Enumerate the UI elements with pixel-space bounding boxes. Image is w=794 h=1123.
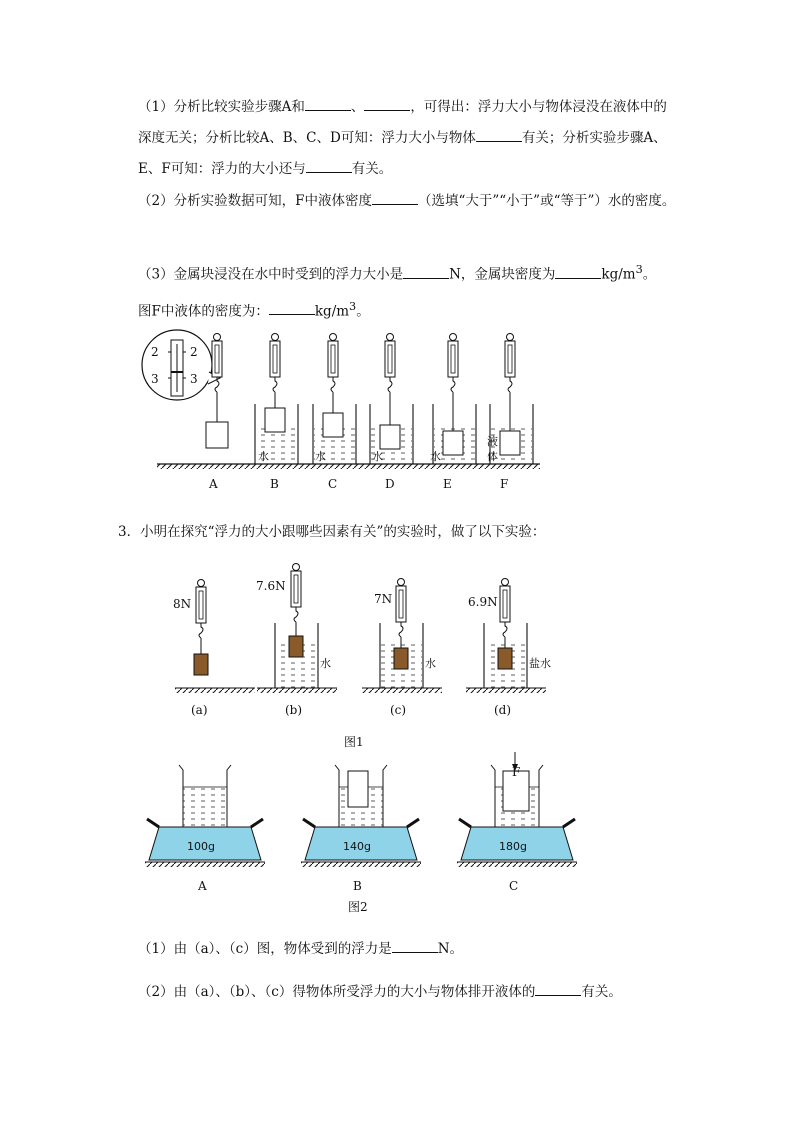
fig1-label-b: B: [270, 477, 279, 491]
magnifier-circle: [142, 330, 220, 400]
answer-blank[interactable]: [535, 983, 581, 996]
metal-block-2: [323, 413, 343, 437]
fig1-labels: [208, 477, 508, 491]
q3-part1: （1）由（a）、（c）图，物体受到的浮力是 N。: [138, 941, 464, 957]
liquid-label-f1: 液: [487, 435, 498, 448]
q3-block-3: [498, 648, 512, 669]
spring-scales: [206, 334, 533, 465]
fig2-label-a: A: [198, 879, 207, 893]
scale-mark-right-3: 3: [190, 372, 198, 386]
spring-scale-5: [505, 334, 515, 432]
water-label-e: 水: [430, 450, 441, 463]
mass-c: 180g: [499, 840, 527, 853]
spring-scale-1: [270, 334, 280, 409]
q3-scale-3: [500, 579, 510, 649]
spring-scale-3: [385, 334, 395, 426]
q3-part2: （2）由（a）、（b）、（c）得物体所受浮力的大小与物体排开液体的 有关。: [138, 984, 622, 1000]
q3-intro: 3．小明在探究“浮力的大小跟哪些因素有关”的实验时，做了以下实验：: [118, 524, 546, 540]
fig1-label-e: E: [443, 477, 452, 491]
reading-d: 6.9N: [468, 595, 498, 609]
metal-block-0: [206, 422, 228, 448]
fig2-labels: [197, 879, 518, 893]
spring-scale-4: [448, 334, 458, 432]
metal-block-5: [500, 431, 520, 455]
fig2-label-c: C: [509, 879, 519, 893]
spring-scale-2: [328, 334, 338, 414]
metal-block-4: [443, 431, 463, 455]
figure-1-title: 图1: [344, 735, 364, 749]
water-label-d: 水: [372, 450, 383, 463]
water-label-c: 水: [315, 450, 326, 463]
fig1-label-f: F: [500, 477, 509, 491]
scale-mark-left-2: 2: [151, 345, 159, 359]
q1-part3: （3）金属块浸没在水中时受到的浮力大小是 N，金属块密度为 $kg/m^3$。 图F中液体的密度为： $kg/m^3$。: [138, 263, 657, 319]
q3-block-2: [394, 648, 408, 669]
fig1-label-a: A: [209, 477, 218, 491]
q3-ground-hatch-3: [466, 688, 546, 693]
reading-c: 7N: [374, 592, 393, 606]
mass-a: 100g: [187, 840, 215, 853]
fig1-label-c: C: [328, 477, 338, 491]
sub-label-c: (c): [390, 703, 407, 717]
sub-label-b: (b): [285, 703, 303, 717]
scale-mark-right-2: 2: [190, 345, 198, 359]
mass-b: 140g: [343, 840, 371, 853]
sub-label-a: (a): [191, 703, 208, 717]
ground-line: [157, 464, 540, 469]
reading-b: 7.6N: [256, 579, 286, 593]
force-label: F: [512, 765, 521, 779]
sub-label-d: (d): [494, 703, 512, 717]
q3-scale-1: [291, 564, 301, 637]
q1-part2: （2）分析实验数据可知，F中液体密度 （选填“大于”“小于”或“等于”）水的密度。: [138, 193, 676, 209]
reading-a: 8N: [173, 597, 192, 611]
liquid-label-f2: 体: [487, 450, 498, 463]
metal-block-3: [380, 425, 400, 449]
answer-blank[interactable]: [392, 940, 438, 953]
q3-block-1: [289, 636, 303, 657]
q1-part1: （1）分析比较实验步骤A和 、 ，可得出：浮力大小与物体浸没在液体中的深度无关；分析比较A、B、C、D可知：浮力大小与物体 有关；分析实验步骤A、E、F可知：浮力的大小还与 有关。: [138, 99, 667, 177]
scale-mark-left-3: 3: [151, 372, 159, 386]
q3-spring-scales: [175, 564, 546, 694]
q3-sub-labels: [191, 703, 511, 717]
metal-block-1: [265, 408, 285, 432]
q3-liquid-b: 水: [320, 657, 331, 670]
q3-scale-0: [196, 580, 206, 655]
q3-ground-hatch-2: [362, 688, 442, 693]
q3-ground-hatch-0: [175, 688, 255, 693]
q3-liquid-d: 盐水: [529, 657, 551, 670]
q3-liquid-c: 水: [425, 657, 436, 670]
q3-readings: [173, 579, 498, 611]
q3-scale-2: [396, 579, 406, 649]
water-label-b: 水: [258, 450, 269, 463]
q3-block-0: [194, 654, 208, 675]
q3-ground-hatch-1: [257, 688, 337, 693]
fig1-label-d: D: [385, 477, 395, 491]
fig2-label-b: B: [353, 879, 362, 893]
figure-2-title: 图2: [348, 900, 368, 914]
